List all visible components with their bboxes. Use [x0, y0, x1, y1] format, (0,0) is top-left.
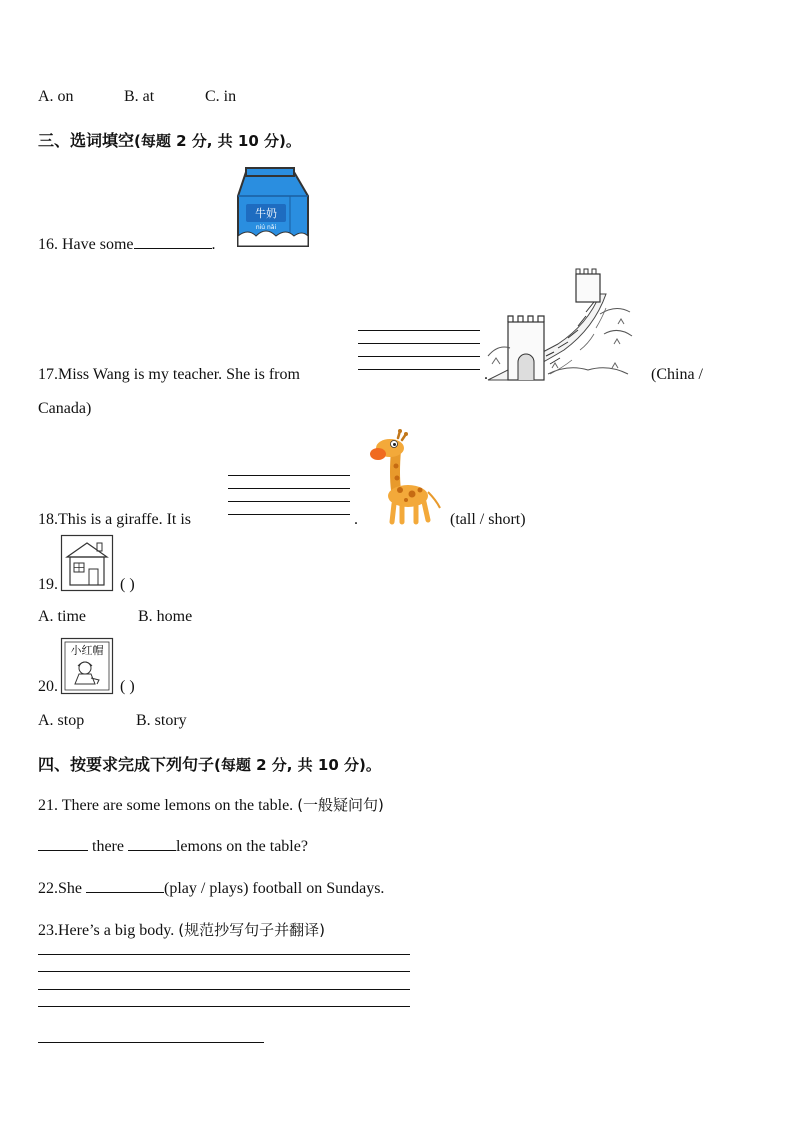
q19-number: 19.: [38, 576, 58, 593]
q17-writing-line: [358, 343, 480, 344]
q23-writing-line[interactable]: [38, 989, 410, 990]
question-21: [38, 794, 384, 815]
milk-pinyin: niú nǎi: [255, 224, 277, 231]
q21-instruction: (一般疑问句): [297, 796, 384, 814]
q18-period: .: [354, 511, 358, 528]
q17-text: 17.Miss Wang is my teacher. She is from: [38, 366, 300, 383]
milk-label: 牛奶: [255, 207, 277, 220]
q19-answer-paren[interactable]: ( ): [120, 576, 135, 593]
q23-writing-line[interactable]: [38, 971, 410, 972]
question-22: [38, 878, 384, 898]
q23-writing-line[interactable]: [38, 954, 410, 955]
q18-writing-line: [228, 514, 350, 515]
q15-option-b: B. at: [124, 88, 155, 105]
q21-there: there: [92, 838, 124, 855]
q20-number: 20.: [38, 678, 58, 695]
q19-option-b: B. home: [138, 608, 193, 625]
q21-blank-1[interactable]: [38, 836, 88, 851]
q18-choices: (tall / short): [450, 511, 526, 528]
section-4-title: 四、按要求完成下列句子: [38, 755, 215, 774]
q21-answer-line: [38, 836, 308, 856]
giraffe-image: [366, 430, 442, 526]
section-3-points: (每题 2 分, 共 10 分)。: [134, 132, 301, 150]
section-3-title: 三、选词填空: [38, 131, 135, 150]
q21-blank-2[interactable]: [128, 836, 176, 851]
question-23: [38, 919, 325, 940]
section-3-heading: [38, 128, 301, 151]
storybook-title: 小红帽: [70, 644, 104, 657]
storybook-image: [61, 638, 113, 694]
q22-text-start: 22.She: [38, 880, 82, 897]
q15-option-a: A. on: [38, 88, 74, 105]
great-wall-image: [488, 264, 634, 382]
question-17: [38, 366, 300, 384]
q23-writing-line[interactable]: [38, 1006, 410, 1007]
q17-choices-continued: Canada): [38, 400, 92, 417]
q21-rest: lemons on the table?: [175, 838, 308, 855]
q19-options: [38, 608, 192, 626]
q23-text: 23.Here’s a big body.: [38, 922, 175, 939]
q18-writing-line: [228, 501, 350, 502]
milk-carton-image: [234, 166, 314, 252]
question-16: [38, 234, 216, 254]
q17-writing-line: [358, 369, 480, 370]
house-image: [61, 535, 113, 591]
q15-option-c: C. in: [205, 88, 237, 105]
q17-period: .: [484, 366, 488, 383]
q18-writing-line: [228, 475, 350, 476]
q23-instruction: (规范抄写句子并翻译): [178, 921, 325, 939]
q18-text: 18.This is a giraffe. It is: [38, 511, 192, 528]
q17-choices: (China /: [651, 366, 703, 383]
q17-writing-line: [358, 330, 480, 331]
q20-options: [38, 712, 187, 730]
section-4-heading: [38, 752, 381, 775]
q23-translation-line[interactable]: [38, 1042, 264, 1043]
q15-options: [38, 88, 236, 106]
q18-writing-line: [228, 488, 350, 489]
q22-text-end: (play / plays) football on Sundays.: [164, 880, 385, 897]
q21-text: 21. There are some lemons on the table.: [38, 797, 294, 814]
q16-answer-blank[interactable]: [134, 234, 212, 249]
q19-option-a: A. time: [38, 608, 86, 625]
q16-text: 16. Have some: [38, 236, 134, 253]
question-18: [38, 511, 191, 529]
section-4-points: (每题 2 分, 共 10 分)。: [214, 756, 381, 774]
q16-period: .: [211, 236, 216, 253]
q17-writing-line: [358, 356, 480, 357]
q20-answer-paren[interactable]: ( ): [120, 678, 135, 695]
q20-option-a: A. stop: [38, 712, 85, 729]
q22-answer-blank[interactable]: [86, 878, 164, 893]
q20-option-b: B. story: [136, 712, 187, 729]
